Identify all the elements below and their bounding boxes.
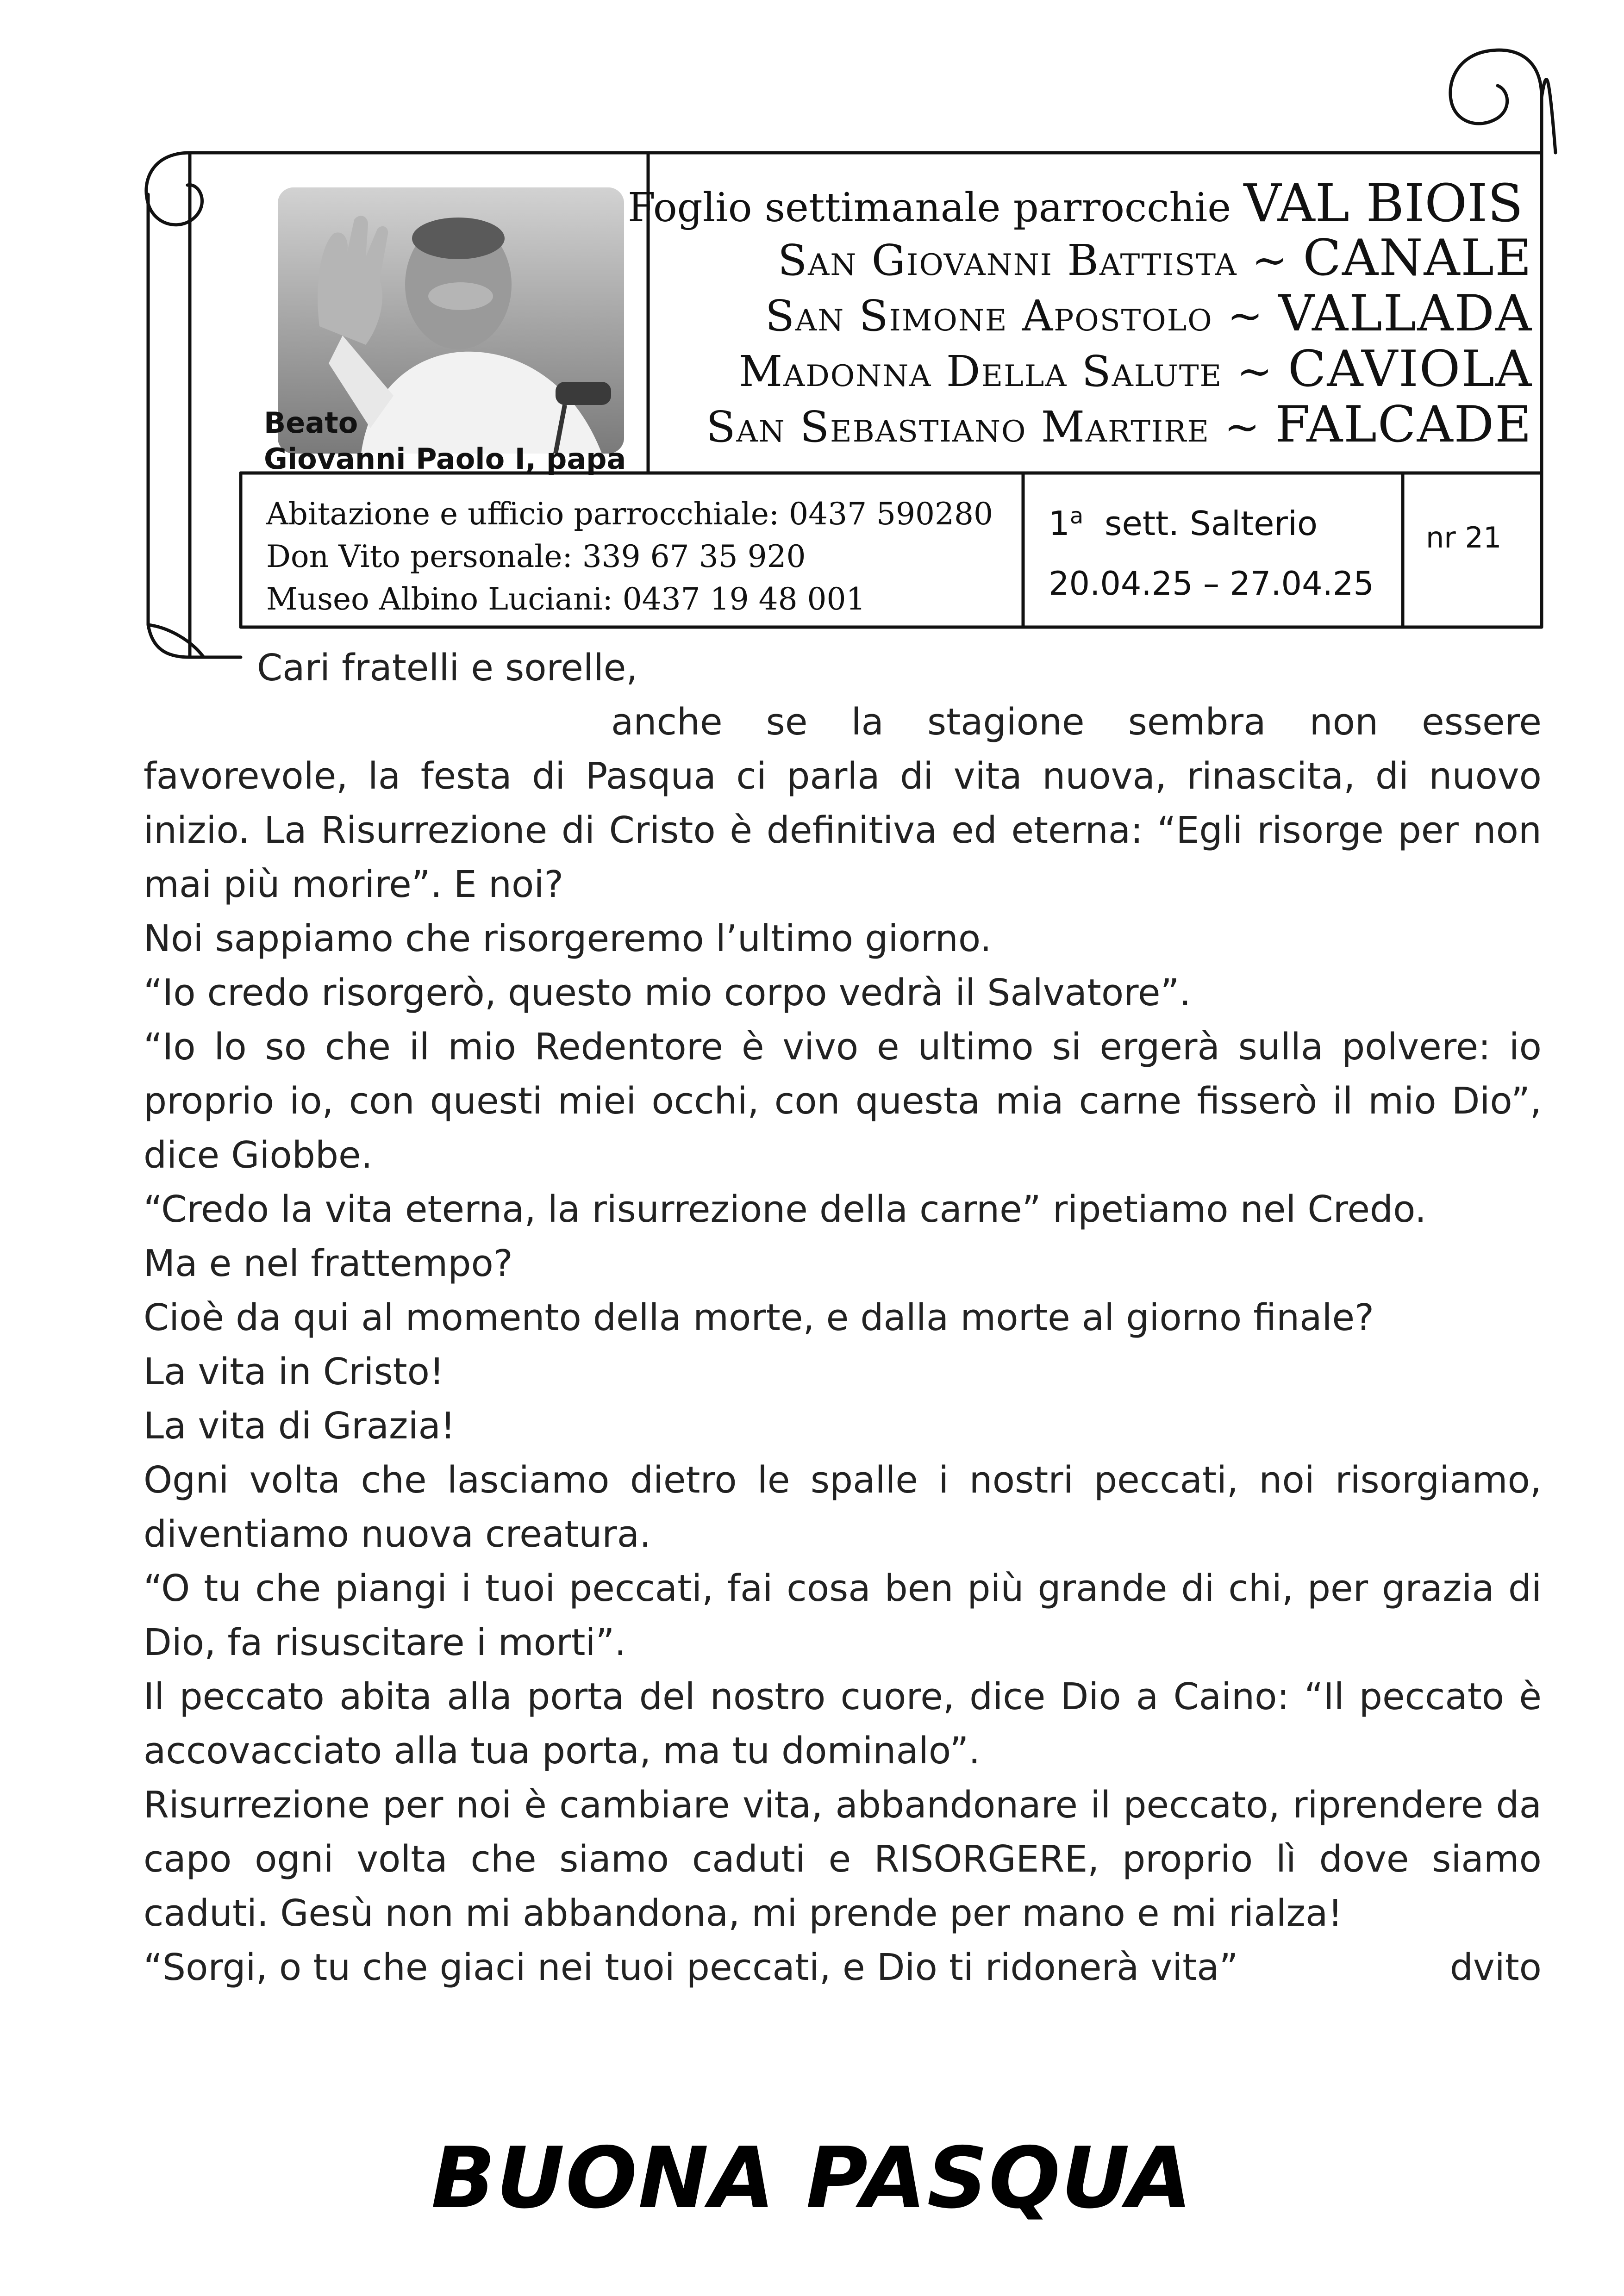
letter-paragraph: Cioè da qui al momento della morte, e dalla morte al giorno finale? <box>144 1296 1374 1339</box>
salterio-label: sett. Salterio <box>1105 504 1318 543</box>
letter-first-line: anche se la stagione sembra non essere <box>611 701 1542 743</box>
salterio-ordinal: a <box>1069 503 1084 529</box>
letter-paragraph: Noi sappiamo che risorgeremo l’ultimo giorno. <box>144 917 992 960</box>
salterio-week <box>1049 491 1400 549</box>
letter-paragraph: “O tu che piangi i tuoi peccati, fai cosa ben più grande di chi, per grazia di Dio, fa risuscitare i morti”. <box>144 1567 1542 1664</box>
masthead-main: VAL BIOIS <box>1243 174 1523 234</box>
contact-line: Don Vito personale: 339 67 35 920 <box>266 539 806 574</box>
letter-paragraph: La vita di Grazia! <box>144 1405 456 1447</box>
masthead-prefix: Foglio settimanale parrocchie <box>627 185 1231 231</box>
letter-paragraph: favorevole, la festa di Pasqua ci parla di vita nuova, rinascita, di nuovo inizio. La Risurrezione di Cristo è definitiva ed eterna: “Egli risorge per non mai più morire”. E noi? <box>144 755 1542 906</box>
parish-place: CAVIOLA <box>1287 340 1532 398</box>
letter-paragraph: La vita in Cristo! <box>144 1350 444 1393</box>
parish-name: San Sebastiano Martire ~ <box>706 402 1261 452</box>
closing-quote: “Sorgi, o tu che giaci nei tuoi peccati, e Dio ti ridonerà vita” <box>144 1946 1238 1989</box>
parish-name: San Giovanni Battista ~ <box>778 236 1289 285</box>
parish-line <box>706 396 1533 454</box>
week-dates: 20.04.25 – 27.04.25 <box>1049 565 1374 603</box>
letter-greeting: Cari fratelli e sorelle, <box>257 647 638 689</box>
letter-body <box>144 641 1542 1995</box>
parish-name: San Simone Apostolo ~ <box>765 291 1264 341</box>
easter-greeting: BUONA PASQUA <box>431 2129 1193 2227</box>
letter-paragraph: “Io lo so che il mio Redentore è vivo e ultimo si ergerà sulla polvere: io proprio io, con questi miei occhi, con questa mia carne fisserò il mio Dio”, dice Giobbe. <box>144 1026 1542 1176</box>
letter-paragraph: “Credo la vita eterna, la risurrezione della carne” ripetiamo nel Credo. <box>144 1188 1427 1231</box>
letter-closing <box>144 1941 1542 1995</box>
parish-place: FALCADE <box>1275 396 1532 454</box>
masthead-heading <box>628 174 1523 234</box>
parish-line <box>778 229 1532 287</box>
parish-place: VALLADA <box>1278 285 1532 342</box>
letter-paragraph: Ma e nel frattempo? <box>144 1242 513 1285</box>
parish-place: CANALE <box>1303 229 1532 287</box>
parish-line <box>739 340 1532 398</box>
parish-line <box>765 285 1532 342</box>
parish-name: Madonna Della Salute ~ <box>739 347 1274 396</box>
photo-caption-line2: Giovanni Paolo I, papa <box>264 442 626 476</box>
salterio-number: 1 <box>1049 504 1070 543</box>
letter-paragraph: Ogni volta che lasciamo dietro le spalle i nostri peccati, noi risorgiamo, diventiamo nuova creatura. <box>144 1459 1542 1556</box>
salterio-box <box>1049 491 1400 609</box>
signature: dvito <box>1449 1946 1542 1989</box>
masthead-title <box>627 167 1532 472</box>
photo-caption-line1: Beato <box>264 406 358 440</box>
issue-number: nr 21 <box>1426 521 1502 554</box>
contact-info <box>266 493 1025 621</box>
letter-paragraph: Il peccato abita alla porta del nostro cuore, dice Dio a Caino: “Il peccato è accovacciato alla tua porta, ma tu dominalo”. <box>144 1675 1542 1772</box>
letter-paragraph: Risurrezione per noi è cambiare vita, abbandonare il peccato, riprendere da capo ogni volta che siamo caduti e RISORGERE, proprio lì dove siamo caduti. Gesù non mi abbandona, mi prende per mano e mi rialza! <box>144 1784 1542 1935</box>
contact-line: Museo Albino Luciani: 0437 19 48 001 <box>266 581 866 617</box>
contact-line: Abitazione e ufficio parrocchiale: 0437 590280 <box>266 496 993 532</box>
letter-paragraph: “Io credo risorgerò, questo mio corpo vedrà il Salvatore”. <box>144 971 1191 1014</box>
photo-caption <box>264 405 634 477</box>
